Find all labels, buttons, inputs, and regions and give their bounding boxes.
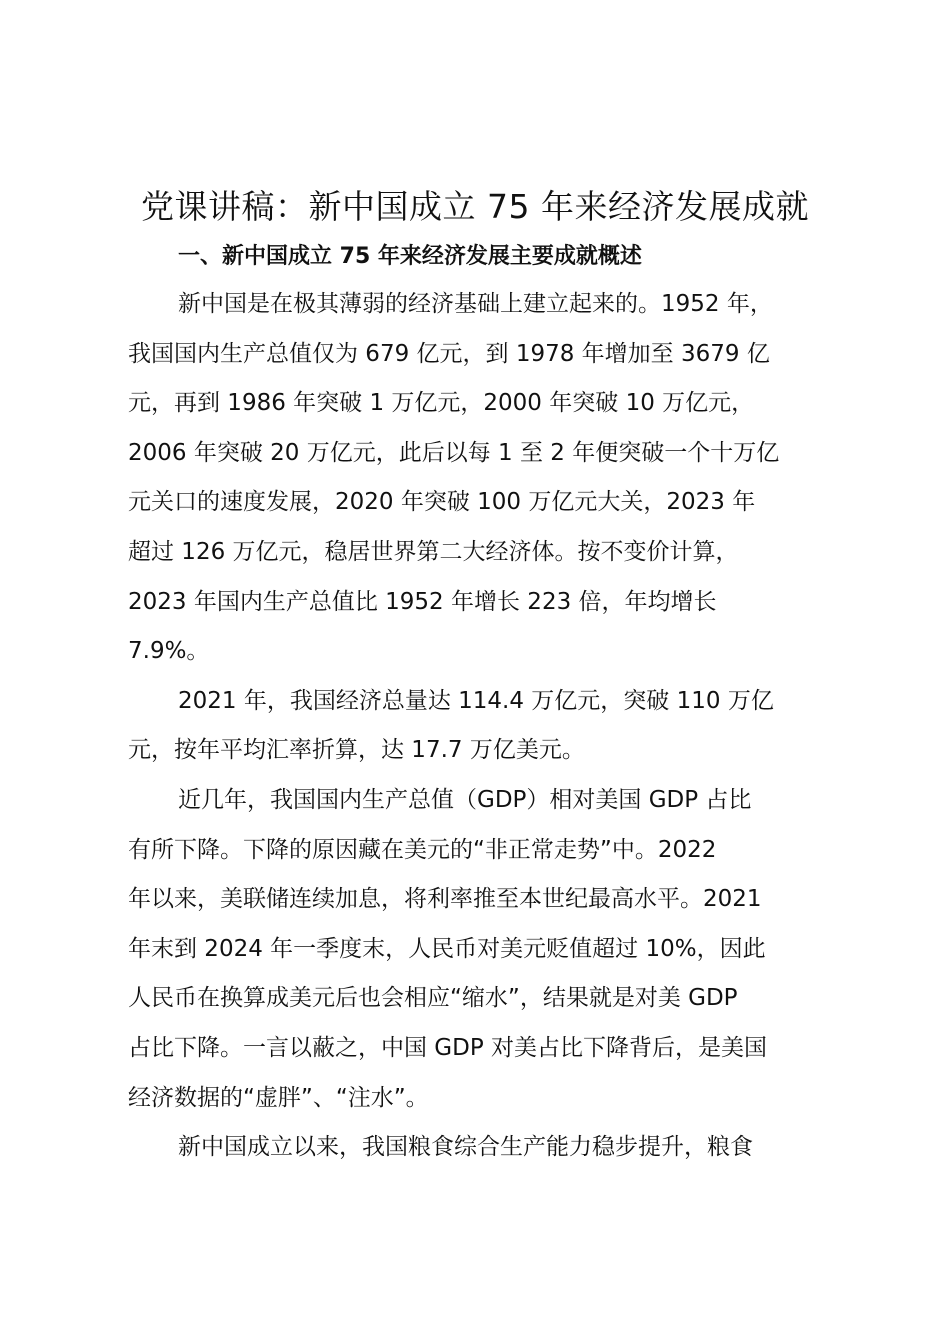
text-line: 新中国成立以来，我国粮食综合生产能力稳步提升，粮食 <box>178 1134 753 1161</box>
text-line: 2021 年，我国经济总量达 114.4 万亿元，突破 110 万亿 <box>178 687 774 714</box>
document-title: 党课讲稿：新中国成立 75 年来经济发展成就 <box>141 187 809 226</box>
document-body <box>128 280 838 1173</box>
text-line: 7.9%。 <box>128 638 210 665</box>
text-line: 人民币在换算成美元后也会相应“缩水”，结果就是对美 GDP <box>128 985 738 1012</box>
text-line: 有所下降。下降的原因藏在美元的“非正常走势”中。2022 <box>128 836 717 863</box>
text-line: 元关口的速度发展，2020 年突破 100 万亿元大关，2023 年 <box>128 489 756 516</box>
text-line: 2023 年国内生产总值比 1952 年增长 223 倍，年均增长 <box>128 588 717 615</box>
text-line: 近几年，我国国内生产总值（GDP）相对美国 GDP 占比 <box>178 786 752 813</box>
text-line: 超过 126 万亿元，稳居世界第二大经济体。按不变价计算， <box>128 538 739 565</box>
text-line: 占比下降。一言以蔽之，中国 GDP 对美占比下降背后，是美国 <box>128 1034 768 1061</box>
text-line: 经济数据的“虚胖”、“注水”。 <box>128 1084 429 1111</box>
section-heading: 一、新中国成立 75 年来经济发展主要成就概述 <box>178 244 642 269</box>
text-line: 元，再到 1986 年突破 1 万亿元，2000 年突破 10 万亿元， <box>128 390 755 417</box>
text-line: 新中国是在极其薄弱的经济基础上建立起来的。1952 年， <box>178 291 773 317</box>
text-line: 年以来，美联储连续加息，将利率推至本世纪最高水平。2021 <box>128 886 762 913</box>
text-line: 年末到 2024 年一季度末，人民币对美元贬值超过 10%，因此 <box>128 935 766 962</box>
text-line: 我国国内生产总值仅为 679 亿元，到 1978 年增加至 3679 亿 <box>128 340 770 367</box>
text-line: 2006 年突破 20 万亿元，此后以每 1 至 2 年便突破一个十万亿 <box>128 439 780 466</box>
text-line: 元，按年平均汇率折算，达 17.7 万亿美元。 <box>128 737 585 764</box>
